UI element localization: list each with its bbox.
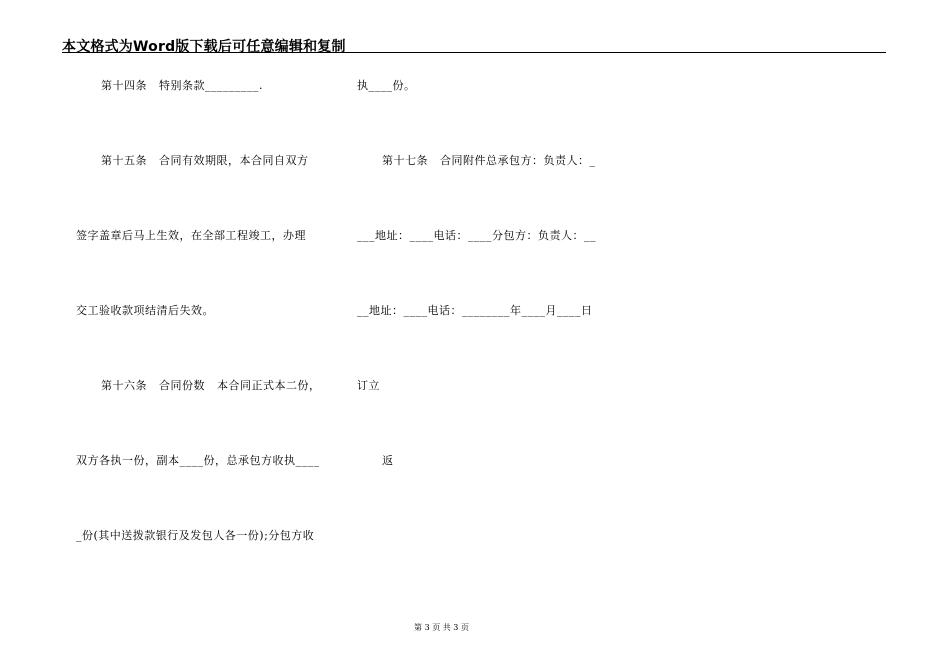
page-number-footer: 第 3 页 共 3 页 — [414, 623, 469, 632]
left-line-5: 第十六条 合同份数 本合同正式本二份， — [101, 379, 321, 392]
right-line-2: 第十七条 合同附件总承包方：负责人：_ — [382, 154, 596, 167]
left-line-7: _份(其中送拨款银行及发包人各一份);分包方收 — [76, 529, 315, 542]
right-line-1: 执____份。 — [357, 79, 416, 92]
right-line-3: ___地址：____电话：____分包方：负责人：__ — [357, 229, 596, 242]
right-line-4: __地址：____电话：________年____月____日 — [357, 304, 593, 317]
header-divider — [62, 52, 886, 53]
document-header-title: 本文格式为Word版下载后可任意编辑和复制 — [62, 39, 346, 55]
left-line-4: 交工验收款项结清后失效。 — [76, 304, 214, 317]
left-line-6: 双方各执一份，副本____份，总承包方收执____ — [76, 454, 320, 467]
right-line-6: 返 — [382, 454, 394, 467]
right-line-5: 订立 — [357, 379, 380, 392]
left-line-3: 签字盖章后马上生效，在全部工程竣工，办理 — [76, 229, 306, 242]
left-line-2: 第十五条 合同有效期限，本合同自双方 — [101, 154, 309, 167]
left-line-1: 第十四条 特别条款_________. — [101, 79, 263, 92]
